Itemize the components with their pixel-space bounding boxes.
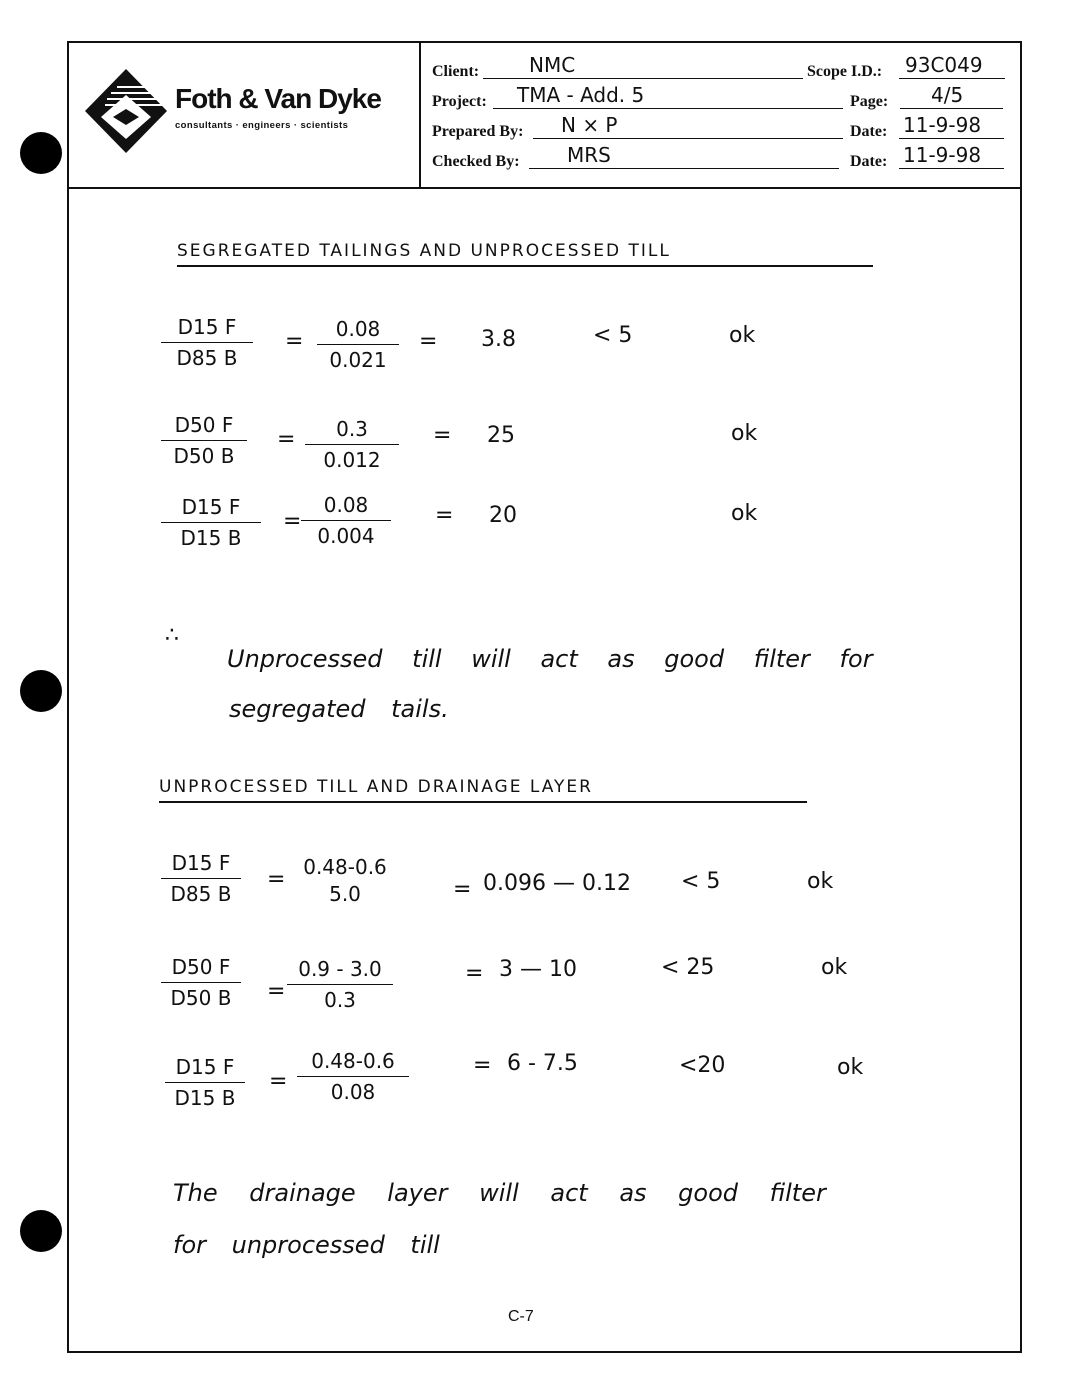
scope-label: Scope I.D.: — [807, 63, 883, 80]
checked-date-line — [899, 168, 1004, 169]
page-line — [900, 108, 1003, 109]
s2-row3-lhs-denominator: D15 B — [174, 1086, 236, 1110]
fraction-bar — [287, 984, 393, 985]
s2-row2-equals: = — [267, 979, 286, 1004]
s1-row1-lhs-denominator: D85 B — [176, 346, 238, 370]
project-label: Project: — [432, 93, 487, 110]
s1-row1-status: ok — [729, 323, 756, 348]
s2-row1-lhs-denominator: D85 B — [170, 882, 232, 906]
s2-row1-status: ok — [807, 869, 834, 894]
section2-heading: UNPROCESSED TILL AND DRAINAGE LAYER — [159, 777, 593, 797]
s1-conclusion-line2: segregated tails. — [229, 695, 449, 723]
binder-hole-bottom — [20, 1210, 62, 1252]
s2-row1-equals: = — [267, 867, 286, 892]
s2-row3-equals-2: = — [473, 1053, 492, 1078]
s1-row3-equals-2: = — [435, 503, 454, 528]
s2-row2-rhs-numerator: 0.9 - 3.0 — [298, 957, 382, 981]
section1-heading-underline — [177, 265, 873, 267]
s1-row1-limit: < 5 — [593, 323, 633, 348]
prepared-date-value: 11-9-98 — [903, 113, 982, 137]
s1-row3-rhs-numerator: 0.08 — [323, 493, 369, 517]
scope-line — [899, 78, 1005, 79]
s1-row3-rhs-fraction — [301, 493, 391, 548]
company-logo-block — [69, 43, 421, 187]
s2-row2-equals-2: = — [465, 961, 484, 986]
page-value: 4/5 — [931, 83, 964, 107]
fraction-bar — [317, 344, 399, 345]
s1-row1-rhs-numerator: 0.08 — [335, 317, 381, 341]
checked-by-line — [529, 168, 839, 169]
binder-hole-middle — [20, 670, 62, 712]
s2-row2-rhs-fraction — [287, 957, 393, 1012]
s2-row3-rhs-fraction — [297, 1049, 409, 1104]
checked-by-label: Checked By: — [432, 153, 520, 170]
s1-row2-lhs-numerator: D50 F — [174, 413, 234, 437]
sheet-header — [69, 43, 1020, 189]
s2-row1-rhs-denominator: 5.0 — [329, 882, 361, 906]
checked-date-value: 11-9-98 — [903, 143, 982, 167]
s1-row2-lhs-denominator: D50 B — [173, 444, 235, 468]
s2-row3-lhs-fraction — [165, 1055, 245, 1110]
s2-row1-equals-2: = — [453, 877, 472, 902]
s2-row2-lhs-fraction — [161, 955, 241, 1010]
s2-row3-rhs-numerator: 0.48-0.6 — [311, 1049, 395, 1073]
s1-row3-lhs-numerator: D15 F — [181, 495, 241, 519]
prepared-by-label: Prepared By: — [432, 123, 524, 140]
s1-row3-lhs-fraction — [161, 495, 261, 550]
prepared-date-line — [899, 138, 1004, 139]
s2-row3-status: ok — [837, 1055, 864, 1080]
page-code: C-7 — [508, 1308, 534, 1325]
checked-date-label: Date: — [850, 153, 888, 170]
s1-row2-equals-2: = — [433, 423, 452, 448]
s2-row2-status: ok — [821, 955, 848, 980]
fraction-bar — [301, 520, 391, 521]
fraction-bar — [165, 1082, 245, 1083]
s1-row1-result: 3.8 — [481, 327, 516, 352]
checked-by-value: MRS — [567, 143, 611, 167]
s2-row1-result: 0.096 — 0.12 — [483, 871, 631, 896]
s1-row1-equals-2: = — [419, 329, 438, 354]
s2-row3-limit: <20 — [679, 1053, 726, 1078]
fraction-bar — [161, 522, 261, 523]
client-value: NMC — [529, 53, 576, 77]
section1-heading: SEGREGATED TAILINGS AND UNPROCESSED TILL — [177, 241, 671, 261]
s2-row2-result: 3 — 10 — [499, 957, 577, 982]
s1-row1-lhs-numerator: D15 F — [177, 315, 237, 339]
s1-row2-status: ok — [731, 421, 758, 446]
s2-row2-rhs-denominator: 0.3 — [324, 988, 356, 1012]
s2-conclusion-line2: for unprocessed till — [173, 1231, 440, 1259]
s1-row2-rhs-fraction — [305, 417, 399, 472]
s1-row3-rhs-denominator: 0.004 — [317, 524, 375, 548]
s1-row1-rhs-denominator: 0.021 — [329, 348, 387, 372]
s1-row3-equals: = — [283, 509, 302, 534]
fraction-bar — [297, 1076, 409, 1077]
prepared-by-value: N × P — [561, 113, 618, 137]
s1-row2-rhs-numerator: 0.3 — [336, 417, 368, 441]
s1-row2-lhs-fraction — [161, 413, 247, 468]
s2-row1-rhs-fraction — [289, 855, 401, 906]
s1-row1-equals: = — [285, 329, 304, 354]
project-value: TMA - Add. 5 — [517, 83, 645, 107]
fraction-bar — [161, 982, 241, 983]
s1-row2-result: 25 — [487, 423, 515, 448]
company-tagline: consultants · engineers · scientists — [175, 120, 349, 131]
fraction-bar — [161, 342, 253, 343]
prepared-by-line — [533, 138, 843, 139]
s2-conclusion-line1: The drainage layer will act as good filter — [173, 1179, 826, 1207]
fraction-bar — [305, 444, 399, 445]
calculation-sheet — [67, 41, 1022, 1353]
company-name: Foth & Van Dyke — [175, 83, 381, 114]
s1-row1-rhs-fraction — [317, 317, 399, 372]
diamond-logo-icon — [81, 65, 171, 161]
s2-row1-rhs-numerator: 0.48-0.6 — [303, 855, 387, 879]
prepared-date-label: Date: — [850, 123, 888, 140]
scope-value: 93C049 — [905, 53, 983, 77]
page-label: Page: — [850, 93, 889, 110]
s2-row3-equals: = — [269, 1069, 288, 1094]
s1-row1-lhs-fraction — [161, 315, 253, 370]
s2-row1-lhs-fraction — [161, 851, 241, 906]
project-line — [493, 108, 843, 109]
s2-row1-lhs-numerator: D15 F — [171, 851, 231, 875]
binder-hole-top — [20, 132, 62, 174]
client-label: Client: — [432, 63, 480, 80]
s1-row3-lhs-denominator: D15 B — [180, 526, 242, 550]
s2-row2-limit: < 25 — [661, 955, 715, 980]
s2-row3-result: 6 - 7.5 — [507, 1051, 578, 1076]
s1-row3-result: 20 — [489, 503, 517, 528]
section2-heading-underline — [159, 801, 807, 803]
s1-row2-equals: = — [277, 427, 296, 452]
fraction-bar — [161, 440, 247, 441]
therefore-symbol: ∴ — [165, 623, 179, 648]
fraction-bar — [161, 878, 241, 879]
s2-row2-lhs-denominator: D50 B — [170, 986, 232, 1010]
s1-conclusion-line1: Unprocessed till will act as good filter for — [227, 645, 873, 673]
s1-row3-status: ok — [731, 501, 758, 526]
s2-row2-lhs-numerator: D50 F — [171, 955, 231, 979]
s2-row1-limit: < 5 — [681, 869, 721, 894]
s1-row2-rhs-denominator: 0.012 — [323, 448, 381, 472]
s2-row3-rhs-denominator: 0.08 — [330, 1080, 376, 1104]
client-line — [483, 78, 803, 79]
s2-row3-lhs-numerator: D15 F — [175, 1055, 235, 1079]
